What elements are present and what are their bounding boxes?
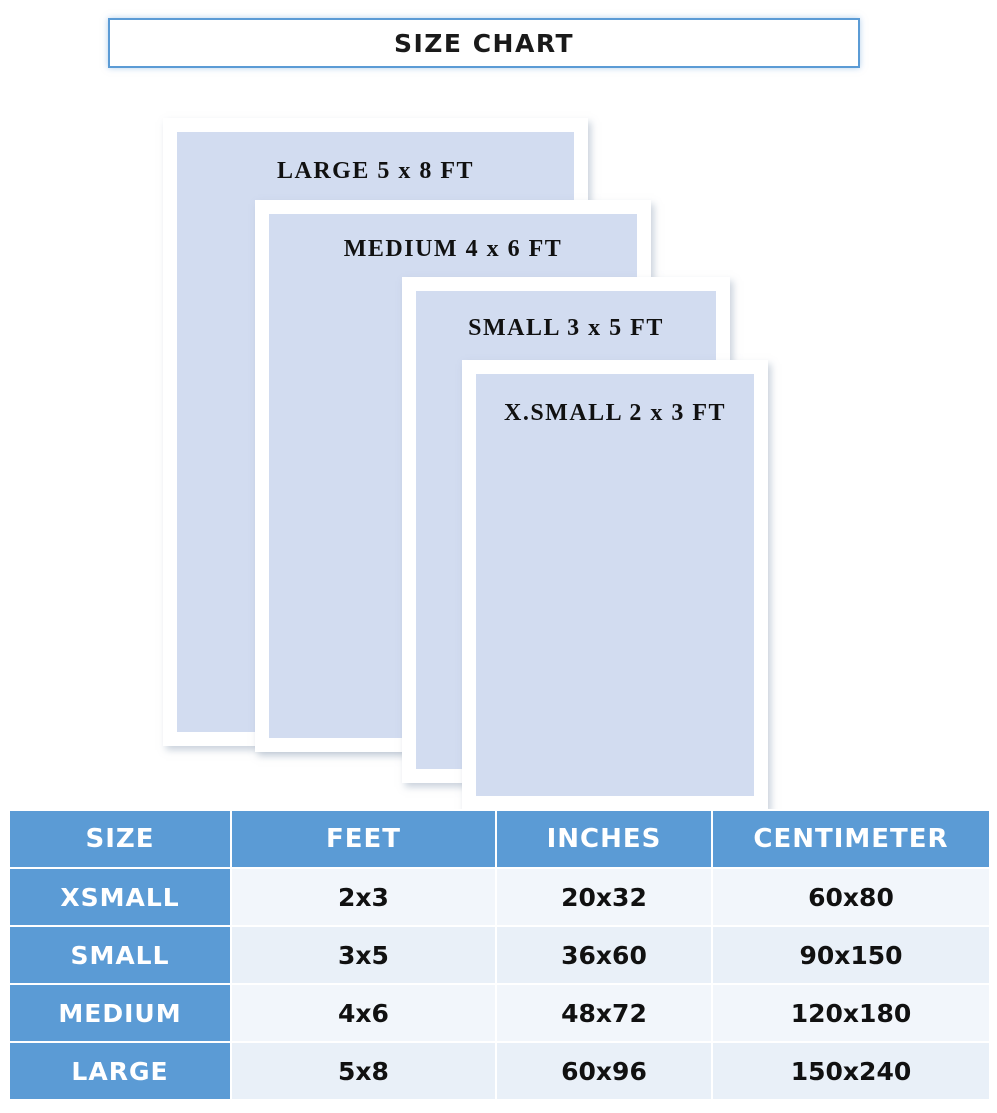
- size-table: [8, 809, 991, 1101]
- size-chart-title-banner: [108, 18, 860, 68]
- rug-panel-xsmall-label: X.SMALL 2 x 3 FT: [503, 400, 727, 426]
- cell-size-xsmall: XSMALL: [9, 868, 231, 926]
- cell-centimeter-medium: 120x180: [712, 984, 990, 1042]
- cell-feet-small: 3x5: [231, 926, 496, 984]
- rug-panel-xsmall: [462, 360, 768, 810]
- cell-size-large: LARGE: [9, 1042, 231, 1100]
- table-row: [9, 868, 990, 926]
- cell-inches-small: 36x60: [496, 926, 712, 984]
- rug-panel-large-label: LARGE 5 x 8 FT: [276, 158, 474, 184]
- rug-panel-xsmall-fill: [476, 374, 754, 796]
- table-header-row: [9, 810, 990, 868]
- cell-centimeter-xsmall: 60x80: [712, 868, 990, 926]
- cell-inches-xsmall: 20x32: [496, 868, 712, 926]
- column-header-centimeter: CENTIMETER: [712, 810, 990, 868]
- cell-centimeter-large: 150x240: [712, 1042, 990, 1100]
- table-row: [9, 984, 990, 1042]
- page-title: SIZE CHART: [393, 28, 574, 58]
- cell-centimeter-small: 90x150: [712, 926, 990, 984]
- table-row: [9, 926, 990, 984]
- column-header-inches: INCHES: [496, 810, 712, 868]
- cell-size-medium: MEDIUM: [9, 984, 231, 1042]
- cell-inches-large: 60x96: [496, 1042, 712, 1100]
- cell-feet-large: 5x8: [231, 1042, 496, 1100]
- cell-feet-medium: 4x6: [231, 984, 496, 1042]
- column-header-feet: FEET: [231, 810, 496, 868]
- column-header-size: SIZE: [9, 810, 231, 868]
- rug-panel-small-label: SMALL 3 x 5 FT: [468, 315, 664, 341]
- table-row: [9, 1042, 990, 1100]
- cell-inches-medium: 48x72: [496, 984, 712, 1042]
- rug-panel-medium-label: MEDIUM 4 x 6 FT: [343, 236, 563, 262]
- cell-feet-xsmall: 2x3: [231, 868, 496, 926]
- cell-size-small: SMALL: [9, 926, 231, 984]
